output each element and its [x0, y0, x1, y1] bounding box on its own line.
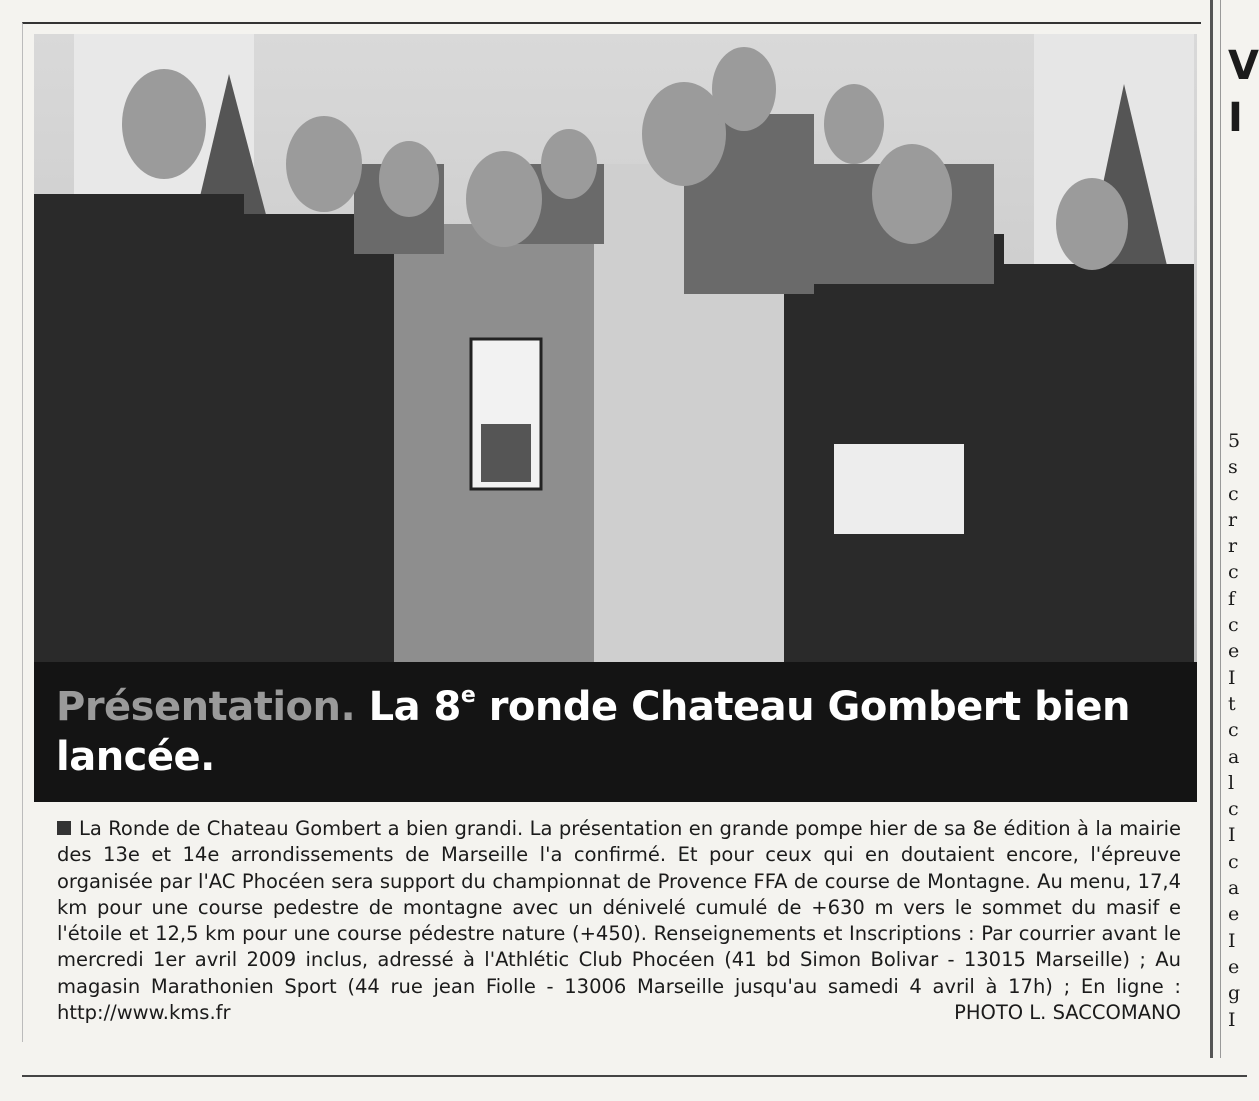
adjacent-line-fragment: I	[1228, 666, 1236, 689]
adjacent-line-fragment: e	[1228, 955, 1240, 978]
adjacent-heading-fragment-2: I	[1228, 95, 1243, 141]
adjacent-line-fragment: r	[1228, 535, 1238, 558]
adjacent-column	[1228, 40, 1259, 1080]
adjacent-line-fragment: r	[1228, 508, 1238, 531]
article-text: La Ronde de Chateau Gombert a bien grandi. La présentation en grande pompe hier de sa 8e édition à la mairie des 13e et 14e arrondissements de Marseille l'a confirmé. Et pour ceux qui en doutaient encore, l'épreuve organisée par l'AC Phocéen sera support du championnat de Provence FFA de course de Montagne. Au menu, 17,4 km pour une course pedestre de montagne avec un dénivelé cumulé de +630 m vers le sommet du masif e l'étoile et 12,5 km pour une course pédestre nature (+450). Renseignements et Inscriptions : Par courrier avant le mercredi 1er avril 2009 inclus, adressé à l'Athlétic Club Phocéen (41 bd Simon Bolivar - 13015 Marseille) ; Au magasin Marathonien Sport (44 rue jean Fiolle - 13006 Marseille jusqu'au samedi 4 avril à 17h) ; En ligne : http://www.kms.fr	[57, 817, 1181, 1025]
column-divider	[1210, 0, 1213, 1058]
headline-title-part2: ronde Chateau Gombert bien lancée.	[56, 684, 1131, 780]
column-divider-thin	[1220, 0, 1221, 1058]
headline-title-sup: e	[460, 683, 476, 708]
adjacent-line-fragment: e	[1228, 903, 1240, 926]
adjacent-line-fragment: a	[1228, 877, 1240, 900]
adjacent-heading-fragment-1: V	[1228, 43, 1259, 89]
bullet-square-icon	[57, 821, 71, 835]
adjacent-line-fragment: a	[1228, 745, 1240, 768]
adjacent-line-fragment: s	[1228, 456, 1238, 479]
adjacent-line-fragment: e	[1228, 640, 1240, 663]
adjacent-line-fragment: I	[1228, 1008, 1236, 1031]
adjacent-line-fragment: f	[1228, 587, 1236, 610]
adjacent-line-fragment: l	[1228, 771, 1235, 794]
adjacent-line-fragment: c	[1228, 719, 1239, 742]
adjacent-line-fragment: 5	[1228, 430, 1241, 452]
adjacent-line-fragment: c	[1228, 614, 1239, 637]
adjacent-line-fragment: c	[1228, 850, 1239, 873]
adjacent-line-fragment: g	[1228, 982, 1241, 1005]
adjacent-text-fragments	[1228, 428, 1240, 1033]
adjacent-line-fragment: t	[1228, 692, 1236, 715]
bottom-rule	[22, 1075, 1247, 1077]
headline-kicker: Présentation.	[56, 684, 356, 730]
article-body	[57, 816, 1181, 1026]
group-photo	[34, 34, 1197, 662]
adjacent-line-fragment: c	[1228, 482, 1239, 505]
headline-title-part1: La 8	[355, 684, 461, 730]
adjacent-line-fragment: c	[1228, 798, 1239, 821]
photo-credit: PHOTO L. SACCOMANO	[954, 1001, 1181, 1025]
adjacent-line-fragment: I	[1228, 824, 1236, 847]
headline	[56, 682, 1176, 782]
adjacent-line-fragment: c	[1228, 561, 1239, 584]
headline-banner	[34, 662, 1197, 802]
adjacent-line-fragment: I	[1228, 929, 1236, 952]
